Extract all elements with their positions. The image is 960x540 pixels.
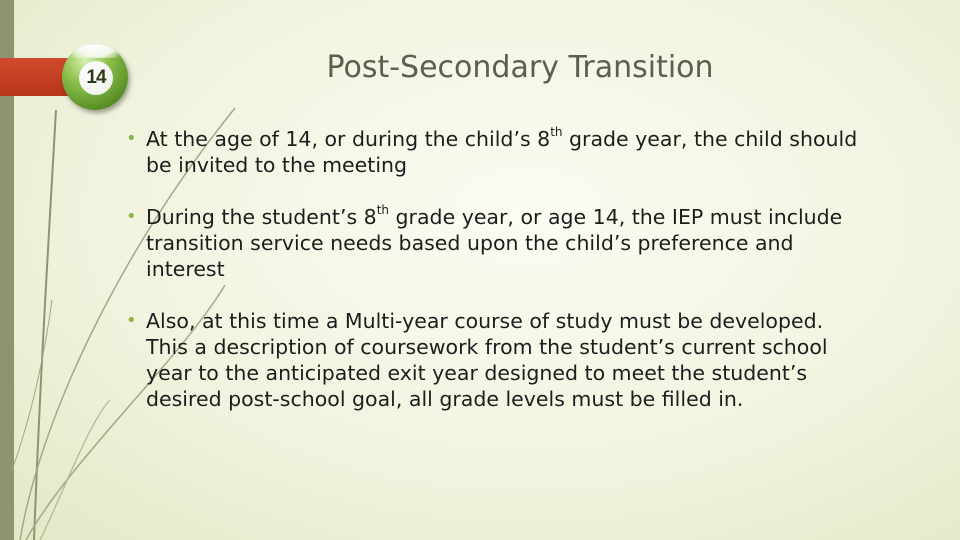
bullet-dot-icon: • — [126, 206, 137, 227]
bullet-item — [126, 126, 866, 178]
bullet-dot-icon: • — [126, 128, 137, 149]
slide-title: Post-Secondary Transition — [326, 50, 714, 85]
billiard-ball-icon — [62, 44, 128, 110]
bullet-item — [126, 204, 866, 282]
bullet-text: Also, at this time a Multi-year course of study must be developed. This a description of coursework from the student’s current school year to the anticipated exit year designed to meet the student’s desired post-school goal, all grade levels must be filled in. — [146, 309, 828, 411]
bullet-item — [126, 308, 866, 412]
bullet-text: During the student’s 8 — [146, 205, 377, 229]
bullet-text-cont: grade year, the child should be invited to the meeting — [146, 127, 858, 177]
ball-number-disc — [79, 61, 113, 95]
bullet-superscript: th — [376, 203, 390, 218]
bullet-text: At the age of 14, or during the child’s 8 — [146, 127, 551, 151]
bullet-superscript: th — [550, 125, 563, 140]
ball-number: 14 — [86, 67, 106, 88]
bullet-list — [126, 126, 866, 438]
bullet-dot-icon: • — [126, 310, 137, 331]
bullet-text-cont: grade year, or age 14, the IEP must include transition service needs based upon the child’s preference and interest — [146, 205, 843, 281]
